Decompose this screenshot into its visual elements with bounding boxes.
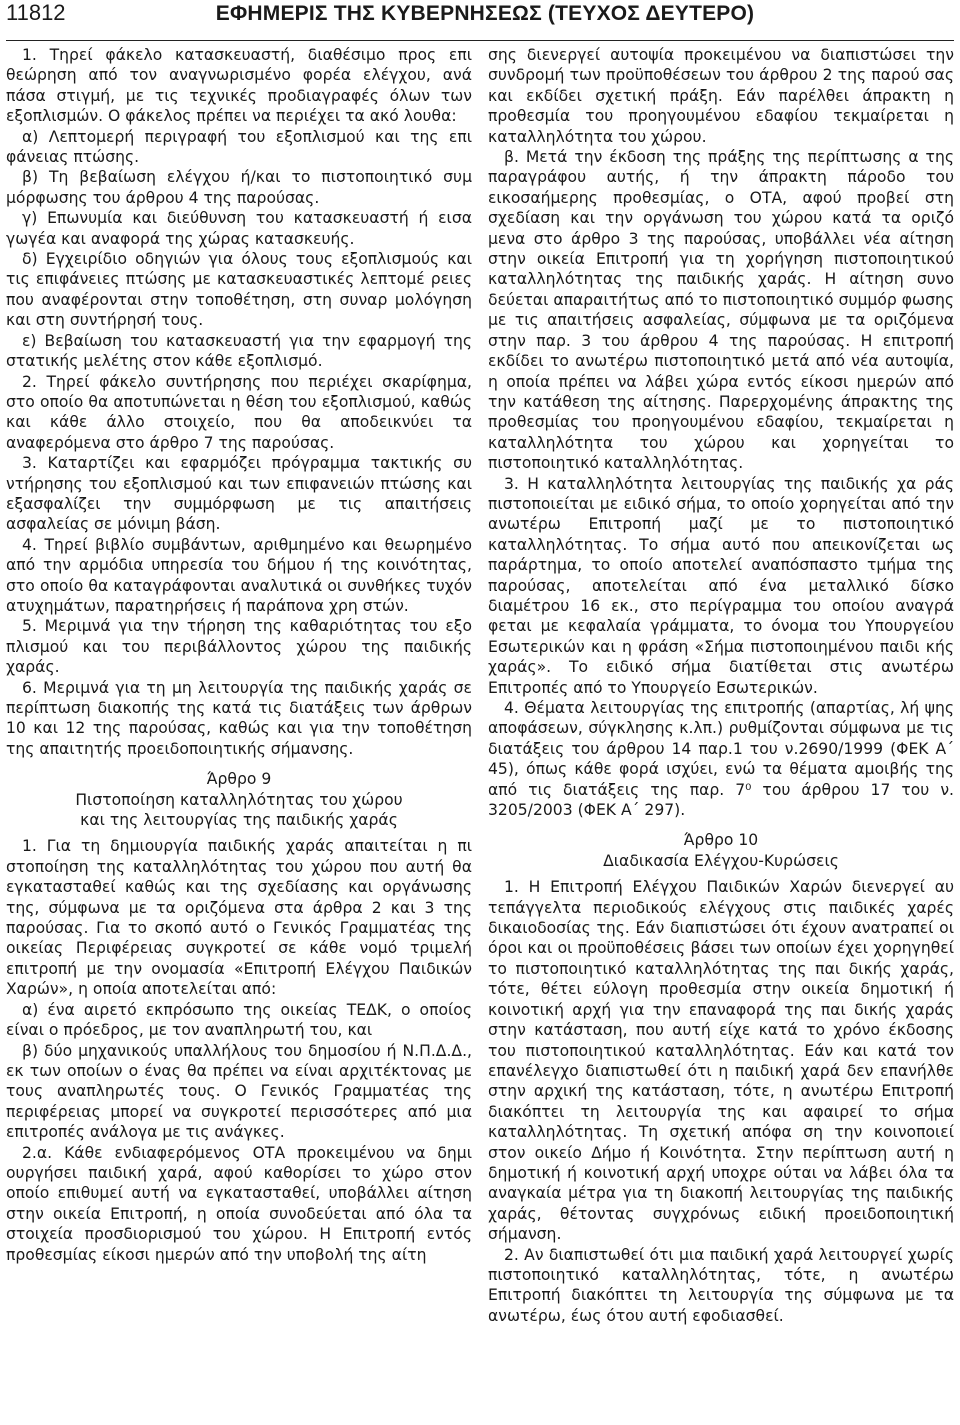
paragraph: β) δύο μηχανικούς υπαλλήλους του δημοσίου ή Ν.Π.Δ.Δ., εκ των οποίων ο ένας θα πρέπει να είναι αρχιτέκτονας με τους αναπληρωτές τους. Ο Γενικός Γραμματέας της περιφέρειας μπορεί να συγκροτεί περισσότερες από μια επιτροπές ανάλογα με τις ανάγκες.: [6, 1041, 472, 1142]
paragraph: γ) Επωνυμία και διεύθυνση του κατασκευαστή ή εισα γωγέα και αναφορά της χώρας κατασκευής.: [6, 209, 472, 248]
article-heading: Πιστοποίηση καταλληλότητας του χώρου: [75, 790, 403, 809]
paragraph: α) Λεπτομερή περιγραφή του εξοπλισμού και της επι φάνειας πτώσης.: [6, 127, 472, 167]
article-heading: Άρθρο 9: [206, 770, 272, 789]
paragraph: α) ένα αιρετό εκπρόσωπο της οικείας ΤΕΔΚ, ο οποίος είναι ο πρόεδρος, με τον αναπληρωτή του, και: [6, 1000, 472, 1040]
right-column: [488, 45, 954, 1326]
text-columns: [6, 45, 954, 1326]
page-number: 11812: [6, 0, 66, 25]
paragraph: ε) Βεβαίωση του κατασκευαστή για την εφαρμογή της στατικής μελέτης στον κάθε εξοπλισμό.: [6, 331, 472, 371]
article-heading: Διαδικασία Ελέγχου-Κυρώσεις: [603, 851, 839, 870]
page-header: [6, 0, 954, 41]
article-heading: Άρθρο 10: [683, 831, 759, 850]
paragraph: 1. Η Επιτροπή Ελέγχου Παιδικών Χαρών διενεργεί αυ τεπάγγελτα περιοδικούς ελέγχους στις παιδικές χαρές δικαιοδοσίας της. Εάν διαπιστώσει ότι έχουν ανατραπεί οι όροι και οι προϋποθέσεις βάσει των οποίων έχει χορηγηθεί το πιστοποιητικό καταλληλότητας της παι δικής χαράς, τότε, θέτει εύλογη προθεσμία στην οικεία δημοτική ή κοινοτική αρχή για την επαναφορά της παι δικής χαράς στην κατάσταση, που αυτή είχε κατά το χρόνο έκδοσης του πιστοποιητικού καταλληλότητας. Εάν και κατά τον επανέλεγχο διαπιστωθεί ότι η παιδική χαρά δεν επανήλθε στην αρχική της κατάσταση, τότε, η ανωτέρω Επιτροπή διακόπτει τη λειτουργία της και αφαιρεί το σήμα καταλληλότητας. Τη σχετική απόφα ση την κοινοποιεί στον οικείο Δήμο ή Κοινότητα. Στην περίπτωση αυτή η δημοτική ή κοινοτική αρχή υποχρε ούται να λάβει όλα τα αναγκαία μέτρα για τη διακοπή λειτουργίας της παιδικής χαράς, θέτοντας συγχρόνως ειδική προειδοποιητική σήμανση.: [488, 878, 954, 1244]
paragraph: 4. Τηρεί βιβλίο συμβάντων, αριθμημένο και θεωρημένο από την αρμόδια υπηρεσία του δήμου ή της κοινότητας, στο οποίο θα καταγράφονται αναλυτικά οι συνθήκες τυχόν ατυχημάτων, παρατηρήσεις ή παράπονα χρη στών.: [6, 535, 472, 615]
paragraph: 2. Τηρεί φάκελο συντήρησης που περιέχει σκαρίφημα, στο οποίο θα αποτυπώνεται η θέση του εξοπλισμού, καθώς και κάθε άλλο στοιχείο, που θα αποδεικνύει τα αναφερόμενα στο άρθρο 7 της παρούσας.: [6, 372, 472, 452]
paragraph: 6. Μεριμνά για τη μη λειτουργία της παιδικής χαράς σε περίπτωση διακοπής της κατά τις διατάξεις των άρθρων 10 και 12 της παρούσας, καθώς και για την τοποθέτηση της απαιτητής προειδοποιητικής σήμανσης.: [6, 678, 472, 758]
paragraph: 3. Η καταλληλότητα λειτουργίας της παιδικής χα ράς πιστοποιείται με ειδικό σήμα, το οποίο χορηγείται από την ανωτέρω Επιτροπή μαζί με το πιστοποιητικό καταλληλότητας. Το σήμα αυτό που απεικονίζεται ως παράρτημα, το οποίο αποτελεί αναπόσπαστο τμήμα της παρούσας, αποτελείται από ένα μεταλλικό δίσκο διαμέτρου 16 εκ., στο περίγραμμα του οποίου αναγρά φεται με κεφαλαία γράμματα, το όνομα του Υπουργείου Εσωτερικών και η φράση «Σήμα πιστοποιημένου παιδι κής χαράς». Το ειδικό σήμα διατίθεται στις ανωτέρω Επιτροπές από το Υπουργείο Εσωτερικών.: [488, 474, 954, 697]
paragraph: 1. Τηρεί φάκελο κατασκευαστή, διαθέσιμο προς επι θεώρηση από τον αναγνωρισμένο φορέα ελέγχου, ανά πάσα στιγμή, με τις τεχνικές προδιαγραφές όλων των εξοπλισμών. Ο φάκελος πρέπει να περιέχει τα ακό λουθα:: [6, 46, 472, 126]
paragraph: 3. Καταρτίζει και εφαρμόζει πρόγραμμα τακτικής συ ντήρησης του εξοπλισμού και των επιφανειών πτώσης και εξασφαλίζει την συμμόρφωση με τις απαιτήσεις ασφαλείας σε μόνιμη βάση.: [6, 454, 472, 534]
paragraph: 5. Μεριμνά για την τήρηση της καθαριότητας του εξο πλισμού και του περιβάλλοντος χώρου της παιδικής χαράς.: [6, 617, 472, 677]
paragraph: β) Τη βεβαίωση ελέγχου ή/και το πιστοποιητικό συμ μόρφωσης του άρθρου 4 της παρούσας.: [6, 168, 472, 207]
paragraph: β. Μετά την έκδοση της πράξης της περίπτωσης α της παραγράφου αυτής, ή την άπρακτη πάροδο του εικοσαήμερης προθεσμίας, ο ΟΤΑ, αφού προβεί στη σχεδίαση και την οργάνωση του χώρου κατά τα οριζό μενα στο άρθρο 3 της παρούσας, υποβάλλει νέα αίτηση στην οικεία Επιτροπή για τη χορήγηση πιστοποιητικού καταλληλότητας της παιδικής χαράς. Η αίτηση συνο δεύεται απαραιτήτως από το πιστοποιητικό συμμόρ φωσης με τις απαιτήσεις ασφαλείας, σύμφωνα με τα οριζόμενα στην παρ. 3 του άρθρου 4 της παρούσας. Η επιτροπή εκδίδει το ανωτέρω πιστοποιητικό μετά από νέα αυτοψία, η οποία πρέπει να λάβει χώρα εντός είκοσι ημερών από την κατάθεση της αίτησης. Παρερχομένης άπρακτης της προθεσμίας του προηγουμένου εδαφίου, τεκμαίρεται η καταλληλότητα του χώρου και χορηγείται το πιστοποιητικό καταλληλότητας.: [488, 148, 954, 473]
gazette-title: ΕΦΗΜΕΡΙΣ ΤΗΣ ΚΥΒΕΡΝΗΣΕΩΣ (ΤΕΥΧΟΣ ΔΕΥΤΕΡΟ): [215, 2, 755, 25]
paragraph: 4. Θέματα λειτουργίας της επιτροπής (απαρτίας, λή ψης αποφάσεων, σύγκλησης κ.λπ.) ρυθμίζονται σύμφωνα με τις διατάξεις του άρθρου 14 παρ.1 του ν.2690/1999 (ΦΕΚ Α΄ 45), όπως κάθε φορά ισχύει, ενώ τα θέματα αμοιβής της από τις διατάξεις της παρ. 7⁰ του άρθρου 17 του ν. 3205/2003 (ΦΕΚ Α΄ 297).: [488, 699, 954, 820]
article-heading: και της λειτουργίας της παιδικής χαράς: [80, 811, 398, 830]
left-column: [6, 45, 472, 1326]
paragraph: 1. Για τη δημιουργία παιδικής χαράς απαιτείται η πι στοποίηση της καταλληλότητας του χώρου που αυτή θα εγκατασταθεί καθώς και της σχεδίασης και οργάνωσης της, σύμφωνα με τα οριζόμενα στα άρθρα 2 και 3 της παρούσας. Για το σκοπό αυτό ο Γενικός Γραμματέας της οικείας Περιφέρειας συγκροτεί σε κάθε νομό τριμελή επιτροπή με την ονομασία «Επιτροπή Ελέγχου Παιδικών Χαρών», η οποία αποτελείται από:: [6, 837, 472, 999]
paragraph: σης διενεργεί αυτοψία προκειμένου να διαπιστώσει την συνδρομή των προϋποθέσεων του άρθρου 2 της παρού σας και εκδίδει σχετική πράξη. Εάν παρέλθει άπρακτη η προθεσμία του προηγουμένου εδαφίου τεκμαίρεται η καταλληλότητα του χώρου.: [488, 46, 954, 146]
paragraph: 2. Αν διαπιστωθεί ότι μια παιδική χαρά λειτουργεί χωρίς πιστοποιητικό καταλληλότητας, τότε, η ανωτέρω Επιτροπή διακόπτει τη λειτουργία της σύμφωνα με τα ανωτέρω, έως ότου αυτή εφοδιασθεί.: [488, 1245, 954, 1325]
paragraph: δ) Εγχειρίδιο οδηγιών για όλους τους εξοπλισμούς και τις επιφάνειες πτώσης με κατασκευαστικές λεπτομέ ρειες που αναφέρονται στην τοποθέτηση, στη συναρ μολόγηση και στη συντήρησή τους.: [6, 250, 472, 330]
paragraph: 2.α. Κάθε ενδιαφερόμενος ΟΤΑ προκειμένου να δημι ουργήσει παιδική χαρά, αφού καθορίσει το χώρο στον οποίο επιθυμεί αυτή να εγκατασταθεί, υποβάλλει αίτηση στην οικεία Επιτροπή, η οποία συνοδεύεται από όλα τα στοιχεία προσδιορισμού του χώρου. Η Επιτροπή εντός προθεσμίας είκοσι ημερών από την υποβολή της αίτη: [6, 1143, 472, 1264]
